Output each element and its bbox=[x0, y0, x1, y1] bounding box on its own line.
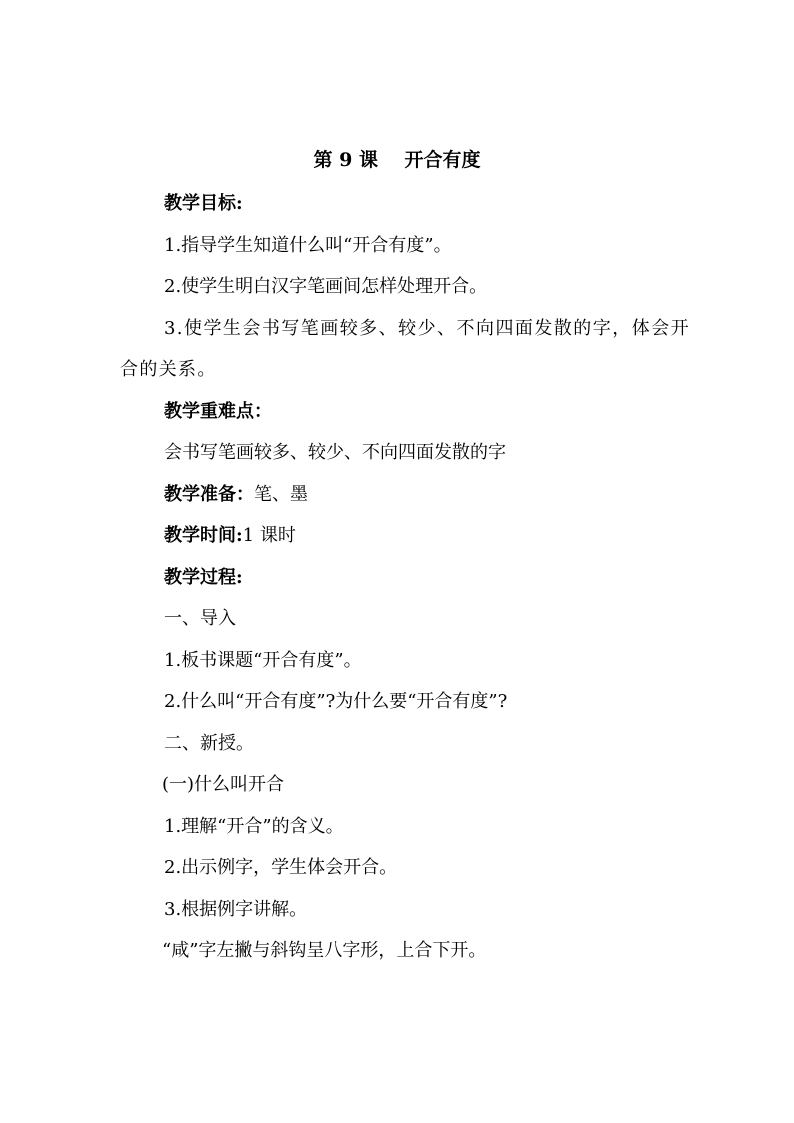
list-item: 1.板书课题“开合有度”。 bbox=[164, 649, 362, 671]
part-heading: 一、导入 bbox=[164, 608, 236, 629]
goal-item: 3.使学生会书写笔画较多、较少、不向四面发散的字，体会开合的关系。 bbox=[120, 317, 690, 380]
key-points-text: 会书写笔画较多、较少、不向四面发散的字 bbox=[164, 442, 506, 463]
list-item: 2.什么叫“开合有度”?为什么要“开合有度”? bbox=[164, 691, 508, 712]
prep-line bbox=[120, 474, 690, 516]
list-item: 3.根据例字讲解。 bbox=[164, 898, 308, 920]
list-item: 1.理解“开合”的含义。 bbox=[164, 815, 344, 837]
list-item: 2.出示例字，学生体会开合。 bbox=[164, 857, 398, 878]
time-heading: 教学时间: bbox=[164, 525, 243, 546]
goal-item: 2.使学生明白汉字笔画间怎样处理开合。 bbox=[164, 276, 488, 297]
key-points-heading: 教学重难点： bbox=[164, 400, 272, 422]
time-text: 1 课时 bbox=[242, 525, 296, 546]
part-heading: 二、新授。 bbox=[164, 732, 254, 754]
prep-heading: 教学准备： bbox=[164, 483, 254, 505]
lesson-title: 第 9 课 开合有度 bbox=[313, 149, 481, 171]
example-text: “咸”字左撇与斜钩呈八字形，上合下开。 bbox=[162, 940, 487, 961]
prep-text: 笔、墨 bbox=[254, 483, 308, 505]
subsection-heading: (一)什么叫开合 bbox=[162, 774, 285, 795]
goal-item: 1.指导学生知道什么叫“开合有度”。 bbox=[164, 234, 452, 256]
process-heading: 教学过程: bbox=[164, 566, 243, 588]
document-body bbox=[120, 183, 690, 972]
goals-heading: 教学目标: bbox=[164, 193, 243, 214]
time-line bbox=[120, 515, 690, 557]
